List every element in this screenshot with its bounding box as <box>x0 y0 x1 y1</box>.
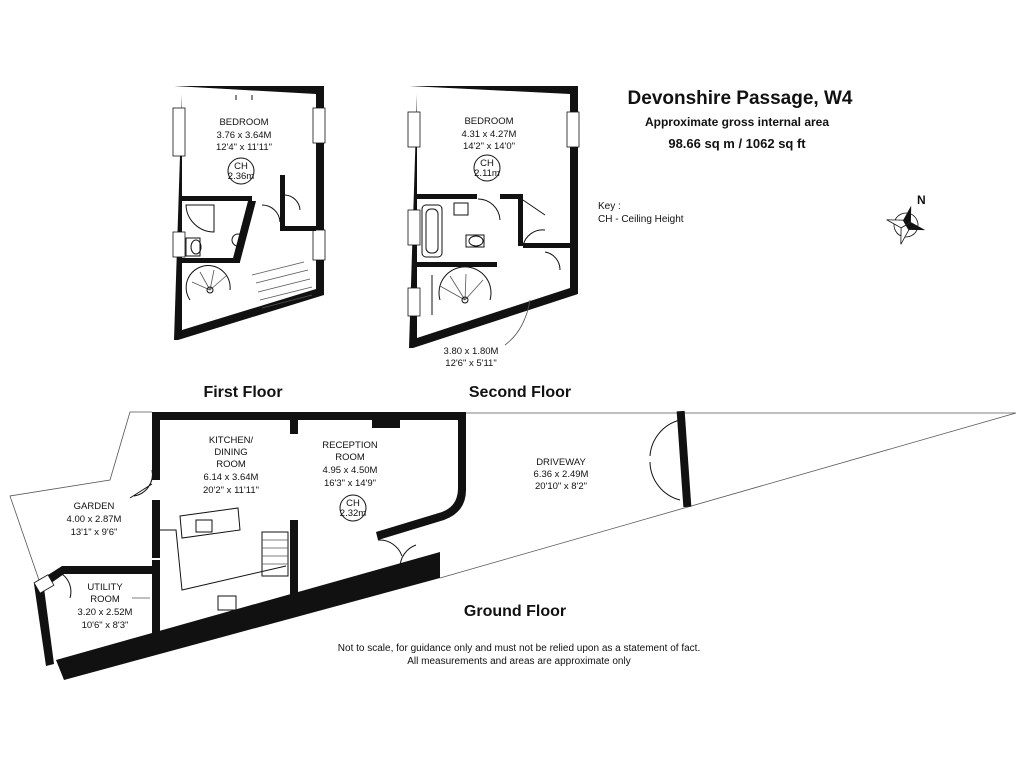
door-swing <box>545 252 560 270</box>
internal-wall <box>182 258 240 263</box>
key-heading: Key : <box>598 201 621 212</box>
driveway-gates <box>650 420 680 500</box>
ground-floor-plan <box>10 411 1016 680</box>
door-mark <box>236 95 252 100</box>
window <box>313 230 325 260</box>
room-imperial: 14'2" x 14'0" <box>462 141 516 152</box>
window <box>173 108 185 156</box>
internal-wall <box>518 194 523 246</box>
room-imperial: 20'10" x 8'2" <box>534 481 588 492</box>
key-item: CH - Ceiling Height <box>598 214 684 225</box>
fireplace-breast <box>372 420 400 428</box>
first-floor-plan <box>173 86 325 340</box>
reception-name: RECEPTION <box>322 440 378 451</box>
disclaimer-line-1: Not to scale, for guidance only and must not be relied upon as a statement of fact. <box>337 643 701 654</box>
disclaimer-line-2: All measurements and areas are approximate only <box>407 656 631 667</box>
ch-value: 2.11m <box>474 168 500 179</box>
hob <box>218 596 236 610</box>
property-title: Devonshire Passage, W4 <box>627 88 853 109</box>
floor-title-first: First Floor <box>203 384 283 401</box>
room-imperial: 20'2" x 11'11" <box>203 485 259 496</box>
kitchen-name: DINING <box>214 447 248 458</box>
landing-metric: 3.80 x 1.80M <box>443 346 499 357</box>
second-floor-plan <box>408 86 579 369</box>
room-name-bedroom: BEDROOM <box>464 116 514 127</box>
house-left-wall-low <box>152 560 160 638</box>
kitchen-island <box>180 508 240 538</box>
door-swing <box>523 200 545 246</box>
landing-imperial: 12'6" x 5'11" <box>445 358 497 369</box>
house-top-wall <box>152 412 466 420</box>
compass-rose-icon <box>882 201 931 250</box>
floor-title-ground: Ground Floor <box>463 603 567 620</box>
area-subtitle: Approximate gross internal area <box>644 115 830 129</box>
garden-name: GARDEN <box>73 501 115 512</box>
internal-wall <box>232 201 256 262</box>
room-metric: 3.20 x 2.52M <box>77 607 133 618</box>
door-swing <box>285 195 300 210</box>
window <box>173 232 185 257</box>
stair-tread <box>450 276 465 300</box>
internal-wall <box>417 194 477 199</box>
driveway-name: DRIVEWAY <box>536 457 586 468</box>
toilet-bowl <box>469 236 483 246</box>
door-swing <box>478 199 500 220</box>
stair-tread <box>465 274 466 300</box>
stair-tread <box>465 280 483 300</box>
ch-value: 2.32m <box>339 508 367 519</box>
garden-door <box>130 470 152 498</box>
ch-label: CH <box>480 158 494 169</box>
room-imperial: 16'3" x 14'9" <box>323 478 377 489</box>
compass-north-label: N <box>917 193 926 207</box>
driveway-boundary <box>440 413 1016 578</box>
kitchen-worktop <box>160 530 286 590</box>
room-metric: 4.31 x 4.27M <box>461 129 517 140</box>
house-left-wall <box>152 500 160 558</box>
ch-value: 2.36m <box>227 171 255 182</box>
room-metric: 3.76 x 3.64M <box>216 130 272 141</box>
room-metric: 6.36 x 2.49M <box>533 469 589 480</box>
window <box>567 112 579 147</box>
kitchen-sink <box>196 520 212 532</box>
shower-tray <box>186 205 214 232</box>
door-swing <box>262 205 280 222</box>
kitchen-name: KITCHEN/ <box>208 435 254 446</box>
internal-wall <box>417 262 497 267</box>
window <box>408 288 420 316</box>
room-imperial: 12'4" x 11'11" <box>216 142 272 153</box>
utility-name: ROOM <box>90 594 120 605</box>
basin <box>454 203 468 215</box>
room-metric: 4.95 x 4.50M <box>322 465 378 476</box>
driveway-gate-post <box>677 411 692 507</box>
reception-curved-wall <box>376 420 466 540</box>
internal-wall <box>182 196 252 201</box>
window <box>408 112 420 147</box>
spiral-stair <box>186 266 230 300</box>
window <box>313 108 325 143</box>
window <box>408 210 420 245</box>
internal-wall <box>280 226 316 231</box>
bathtub <box>422 205 442 257</box>
ground-stair <box>262 532 288 576</box>
room-name-bedroom: BEDROOM <box>219 117 269 128</box>
internal-wall <box>280 175 285 231</box>
room-metric: 4.00 x 2.87M <box>66 514 122 525</box>
internal-wall <box>290 412 298 434</box>
room-metric: 6.14 x 3.64M <box>203 472 259 483</box>
internal-wall <box>523 243 570 248</box>
area-value: 98.66 sq m / 1062 sq ft <box>668 136 806 151</box>
bathtub-inner <box>426 209 438 253</box>
internal-wall <box>500 194 520 199</box>
room-imperial: 13'1" x 9'6" <box>70 527 118 538</box>
house-left-wall <box>152 412 160 480</box>
ch-label: CH <box>234 161 248 172</box>
ch-label: CH <box>346 498 360 509</box>
internal-wall <box>290 520 298 598</box>
stair-tread <box>440 286 465 300</box>
kitchen-name: ROOM <box>216 459 246 470</box>
room-imperial: 10'6" x 8'3" <box>81 620 129 631</box>
floor-title-second: Second Floor <box>468 384 572 401</box>
utility-name: UTILITY <box>87 582 123 593</box>
reception-name: ROOM <box>335 452 365 463</box>
utility-door <box>62 574 71 598</box>
